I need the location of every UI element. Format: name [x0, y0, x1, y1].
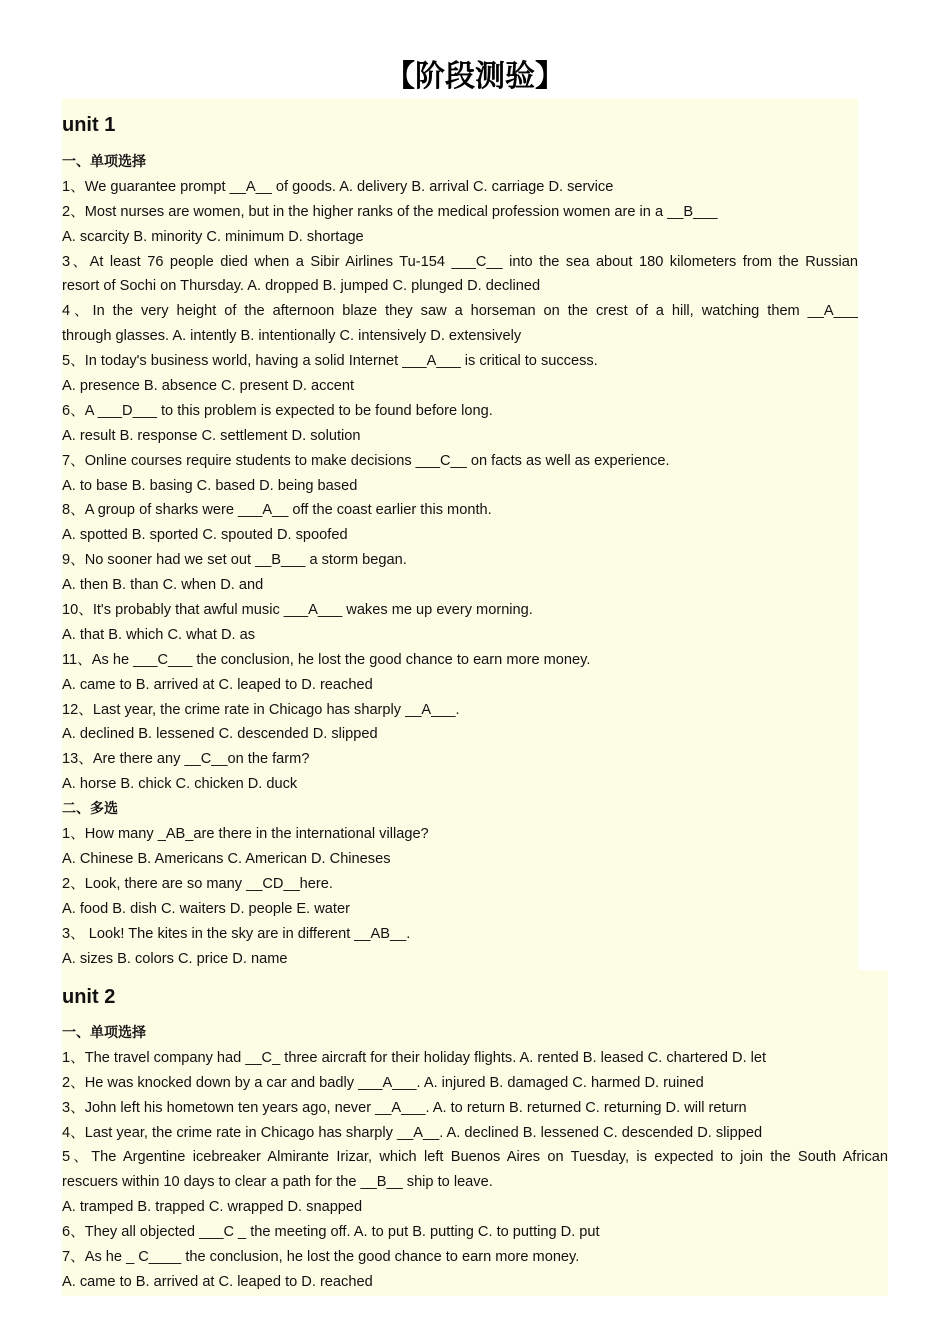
- question-line: A. spotted B. sported C. spouted D. spoofed: [62, 527, 348, 544]
- question-line: 12、Last year, the crime rate in Chicago has sharply __A___.: [62, 701, 460, 718]
- question-line: A. came to B. arrived at C. leaped to D. reached: [62, 1273, 373, 1290]
- question-line: 10、It's probably that awful music ___A___ wakes me up every morning.: [62, 602, 533, 619]
- question-line: A. food B. dish C. waiters D. people E. water: [62, 900, 350, 917]
- question-line: A. sizes B. colors C. price D. name: [62, 950, 288, 967]
- question-line: 9、No sooner had we set out __B___ a storm began.: [62, 552, 407, 569]
- question-line: 4、In the very height of the afternoon blaze they saw a horseman on the crest of a hill, watching them __A___: [62, 303, 858, 320]
- question-line: 11、As he ___C___ the conclusion, he lost the good chance to earn more money.: [62, 651, 591, 668]
- question-line: 3、John left his hometown ten years ago, never __A___. A. to return B. returned C. returning D. will return: [62, 1099, 747, 1116]
- question-line: 7、Online courses require students to make decisions ___C__ on facts as well as experience.: [62, 452, 670, 469]
- question-line: 2、He was knocked down by a car and badly ___A___. A. injured B. damaged C. harmed D. ruined: [62, 1074, 704, 1091]
- question-line: A. presence B. absence C. present D. accent: [62, 378, 355, 395]
- page-title: 【阶段测验】: [385, 59, 565, 94]
- unit-2-heading: unit 2: [62, 986, 116, 1008]
- question-line: 2、Look, there are so many __CD__here.: [62, 875, 333, 892]
- unit-1-heading: unit 1: [62, 114, 116, 136]
- question-line: 3、At least 76 people died when a Sibir Airlines Tu-154 ___C__ into the sea about 180 kilometers from the Russian: [62, 253, 858, 270]
- question-line: A. then B. than C. when D. and: [62, 577, 264, 594]
- question-line: rescuers within 10 days to clear a path for the __B__ ship to leave.: [62, 1174, 493, 1191]
- question-line: 4、Last year, the crime rate in Chicago has sharply __A__. A. declined B. lessened C. descended D. slipped: [62, 1124, 763, 1141]
- question-line: 1、How many _AB_are there in the international village?: [62, 826, 429, 843]
- question-line: 6、A ___D___ to this problem is expected to be found before long.: [62, 402, 493, 419]
- question-line: 1、The travel company had __C_ three aircraft for their holiday flights. A. rented B. leased C. chartered D. let: [62, 1049, 767, 1066]
- question-line: A. declined B. lessened C. descended D. slipped: [62, 726, 378, 743]
- question-line: A. that B. which C. what D. as: [62, 626, 256, 643]
- question-line: 6、They all objected ___C _ the meeting off. A. to put B. putting C. to putting D. put: [62, 1224, 600, 1241]
- question-line: 13、Are there any __C__on the farm?: [62, 751, 310, 768]
- section-heading: 一、单项选择: [62, 1025, 146, 1041]
- question-line: 7、As he _ C____ the conclusion, he lost the good chance to earn more money.: [62, 1249, 580, 1266]
- question-line: through glasses. A. intently B. intentionally C. intensively D. extensively: [62, 328, 522, 345]
- question-line: resort of Sochi on Thursday. A. dropped B. jumped C. plunged D. declined: [62, 278, 541, 295]
- section-heading: 二、多选: [62, 801, 118, 818]
- unit-1-questions: [62, 150, 858, 971]
- question-line: 3、 Look! The kites in the sky are in different __AB__.: [62, 925, 411, 942]
- question-line: A. tramped B. trapped C. wrapped D. snapped: [62, 1199, 363, 1216]
- question-line: A. Chinese B. Americans C. American D. Chineses: [62, 850, 391, 867]
- unit-1-section: [62, 98, 858, 970]
- section-heading: 一、单项选择: [62, 154, 146, 170]
- question-line: 2、Most nurses are women, but in the higher ranks of the medical profession women are in a __B___: [62, 203, 718, 220]
- question-line: 1、We guarantee prompt __A__ of goods. A. delivery B. arrival C. carriage D. service: [62, 178, 614, 195]
- question-line: A. horse B. chick C. chicken D. duck: [62, 776, 298, 793]
- question-line: A. to base B. basing C. based D. being based: [62, 477, 358, 494]
- unit-2-questions: [62, 1021, 888, 1295]
- question-line: 8、A group of sharks were ___A__ off the coast earlier this month.: [62, 502, 492, 519]
- question-line: A. result B. response C. settlement D. solution: [62, 427, 361, 444]
- question-line: 5、In today's business world, having a solid Internet ___A___ is critical to success.: [62, 353, 598, 370]
- unit-2-section: [62, 970, 888, 1296]
- question-line: A. scarcity B. minority C. minimum D. shortage: [62, 228, 364, 245]
- question-line: 5、The Argentine icebreaker Almirante Irizar, which left Buenos Aires on Tuesday, is expected to join the South African: [62, 1149, 888, 1166]
- question-line: A. came to B. arrived at C. leaped to D. reached: [62, 676, 373, 693]
